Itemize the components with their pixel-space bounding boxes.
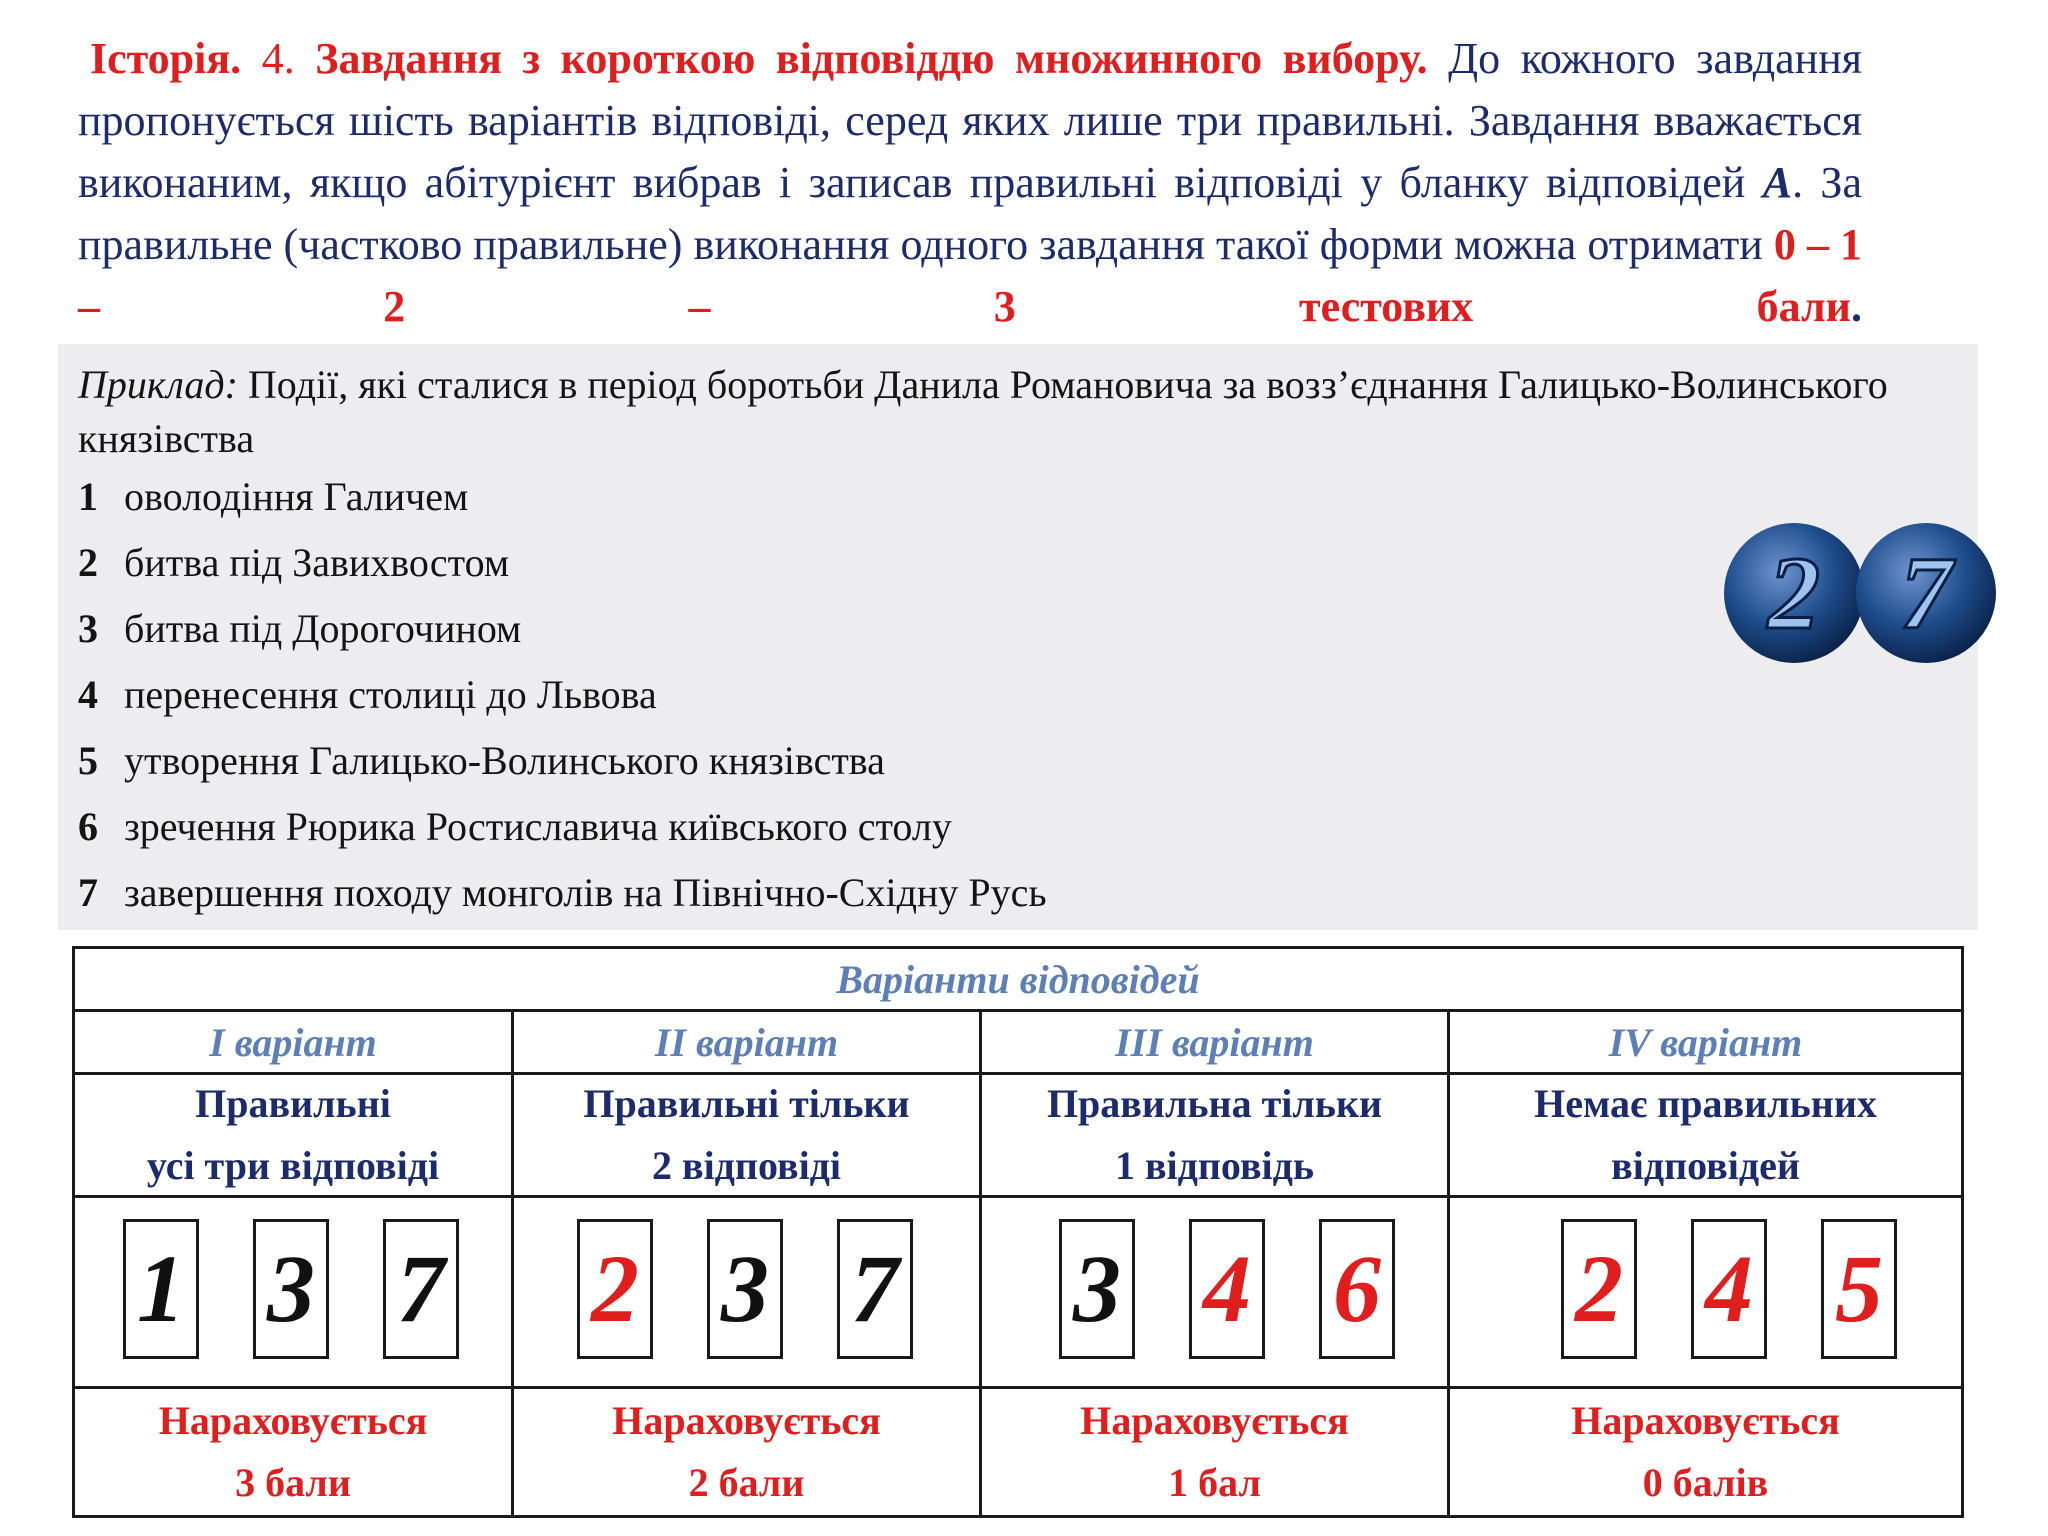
blank-letter: А <box>1762 158 1793 207</box>
variant-description <box>514 1075 979 1195</box>
variant-description-line: 1 відповідь <box>1114 1143 1315 1188</box>
variant-score <box>514 1389 979 1515</box>
event-item <box>78 800 952 854</box>
badge-ball-left <box>1724 523 1864 663</box>
event-text: битва під Дорогочином <box>124 606 522 651</box>
badge-digit: 2 <box>1768 536 1820 651</box>
score-label: Нараховується <box>1571 1398 1840 1443</box>
variant-description-line: відповідей <box>1611 1143 1800 1188</box>
example-question <box>78 358 1958 466</box>
event-text: перенесення столиці до Львова <box>124 672 657 717</box>
variant-heading: ІІ варіант <box>654 1019 839 1065</box>
variant-description-line: Правильна тільки <box>1046 1081 1383 1126</box>
answer-digit-box: 7 <box>837 1219 913 1359</box>
event-item <box>78 668 657 722</box>
badge-digit: 7 <box>1900 536 1952 651</box>
event-number: 5 <box>78 738 98 783</box>
event-item <box>78 734 885 788</box>
variant-score <box>1450 1389 1961 1515</box>
variant-description-line: Немає правильних <box>1534 1081 1877 1126</box>
answer-digit-box: 3 <box>707 1219 783 1359</box>
event-number: 4 <box>78 672 98 717</box>
score-value: 2 бали <box>688 1460 805 1505</box>
example-question-text: Події, які сталися в період боротьби Данила Романовича за возз’єднання Галицько-Волинського князівства <box>78 362 1888 461</box>
answer-digit-box: 4 <box>1691 1219 1767 1359</box>
event-number: 3 <box>78 606 98 651</box>
scores-range: 0 – 1 – 2 – 3 тестових бали <box>78 220 1863 331</box>
score-value: 3 бали <box>235 1460 351 1505</box>
answer-digit-box: 6 <box>1319 1219 1395 1359</box>
example-panel <box>58 344 1978 930</box>
variant-heading: ІІІ варіант <box>1115 1019 1314 1065</box>
answer-digit-box: 3 <box>1059 1219 1135 1359</box>
subject-label: Історія. <box>90 34 242 83</box>
event-item <box>78 470 468 524</box>
score-label: Нараховується <box>1080 1398 1349 1443</box>
score-label: Нараховується <box>612 1398 881 1443</box>
variant-description <box>982 1075 1447 1195</box>
task-number-badge <box>1718 520 2000 666</box>
variant-heading: І варіант <box>209 1019 377 1065</box>
event-text: зречення Рюрика Ростиславича київського столу <box>124 804 952 849</box>
task-number: 4. <box>261 34 295 83</box>
event-item <box>78 602 521 656</box>
final-period: . <box>1851 282 1862 331</box>
answer-digit-box: 3 <box>253 1219 329 1359</box>
variant-description-line: Правильні <box>195 1081 391 1126</box>
event-item <box>78 866 1047 920</box>
event-number: 1 <box>78 474 98 519</box>
score-label: Нараховується <box>158 1398 428 1443</box>
variant-heading: ІV варіант <box>1608 1019 1803 1065</box>
answer-digit-box: 4 <box>1189 1219 1265 1359</box>
event-number: 6 <box>78 804 98 849</box>
badge-ball-right <box>1856 523 1996 663</box>
answer-digit-box: 1 <box>123 1219 199 1359</box>
event-text: завершення походу монголів на Північно-Східну Русь <box>124 870 1047 915</box>
description-part-1: До кожного завдання пропонується шість варіантів відповіді, серед яких лише три правильні. Завдання вважається виконаним, якщо абітурієнт вибрав і записав правильні відповіді у бланку відповідей <box>78 34 1863 207</box>
answer-variants-table <box>72 946 1964 1518</box>
answer-digit-box: 5 <box>1821 1219 1897 1359</box>
answer-digit-box: 2 <box>1561 1219 1637 1359</box>
task-description <box>78 28 1862 338</box>
variant-description <box>1450 1075 1961 1195</box>
variant-description-line: 2 відповіді <box>651 1143 842 1188</box>
answer-digit-box: 2 <box>577 1219 653 1359</box>
variant-score <box>75 1389 511 1515</box>
event-number: 7 <box>78 870 98 915</box>
event-item <box>78 536 509 590</box>
task-type: Завдання з короткою відповіддю множинного вибору. <box>315 34 1428 83</box>
variant-description <box>75 1075 511 1195</box>
example-label: Приклад: <box>78 362 238 407</box>
event-text: оволодіння Галичем <box>124 474 469 519</box>
variant-description-line: усі три відповіді <box>146 1143 440 1188</box>
score-value: 0 балів <box>1642 1460 1769 1505</box>
score-value: 1 бал <box>1168 1460 1261 1505</box>
event-number: 2 <box>78 540 98 585</box>
event-text: утворення Галицько-Волинського князівства <box>124 738 885 783</box>
description-part-2: . За правильне (частково правильне) виконання одного завдання такої форми можна отримати <box>78 158 1862 269</box>
variant-score <box>982 1389 1447 1515</box>
answer-digit-box: 7 <box>383 1219 459 1359</box>
variant-description-line: Правильні тільки <box>583 1081 910 1126</box>
event-text: битва під Завихвостом <box>124 540 510 585</box>
table-title: Варіанти відповідей <box>836 956 1200 1002</box>
